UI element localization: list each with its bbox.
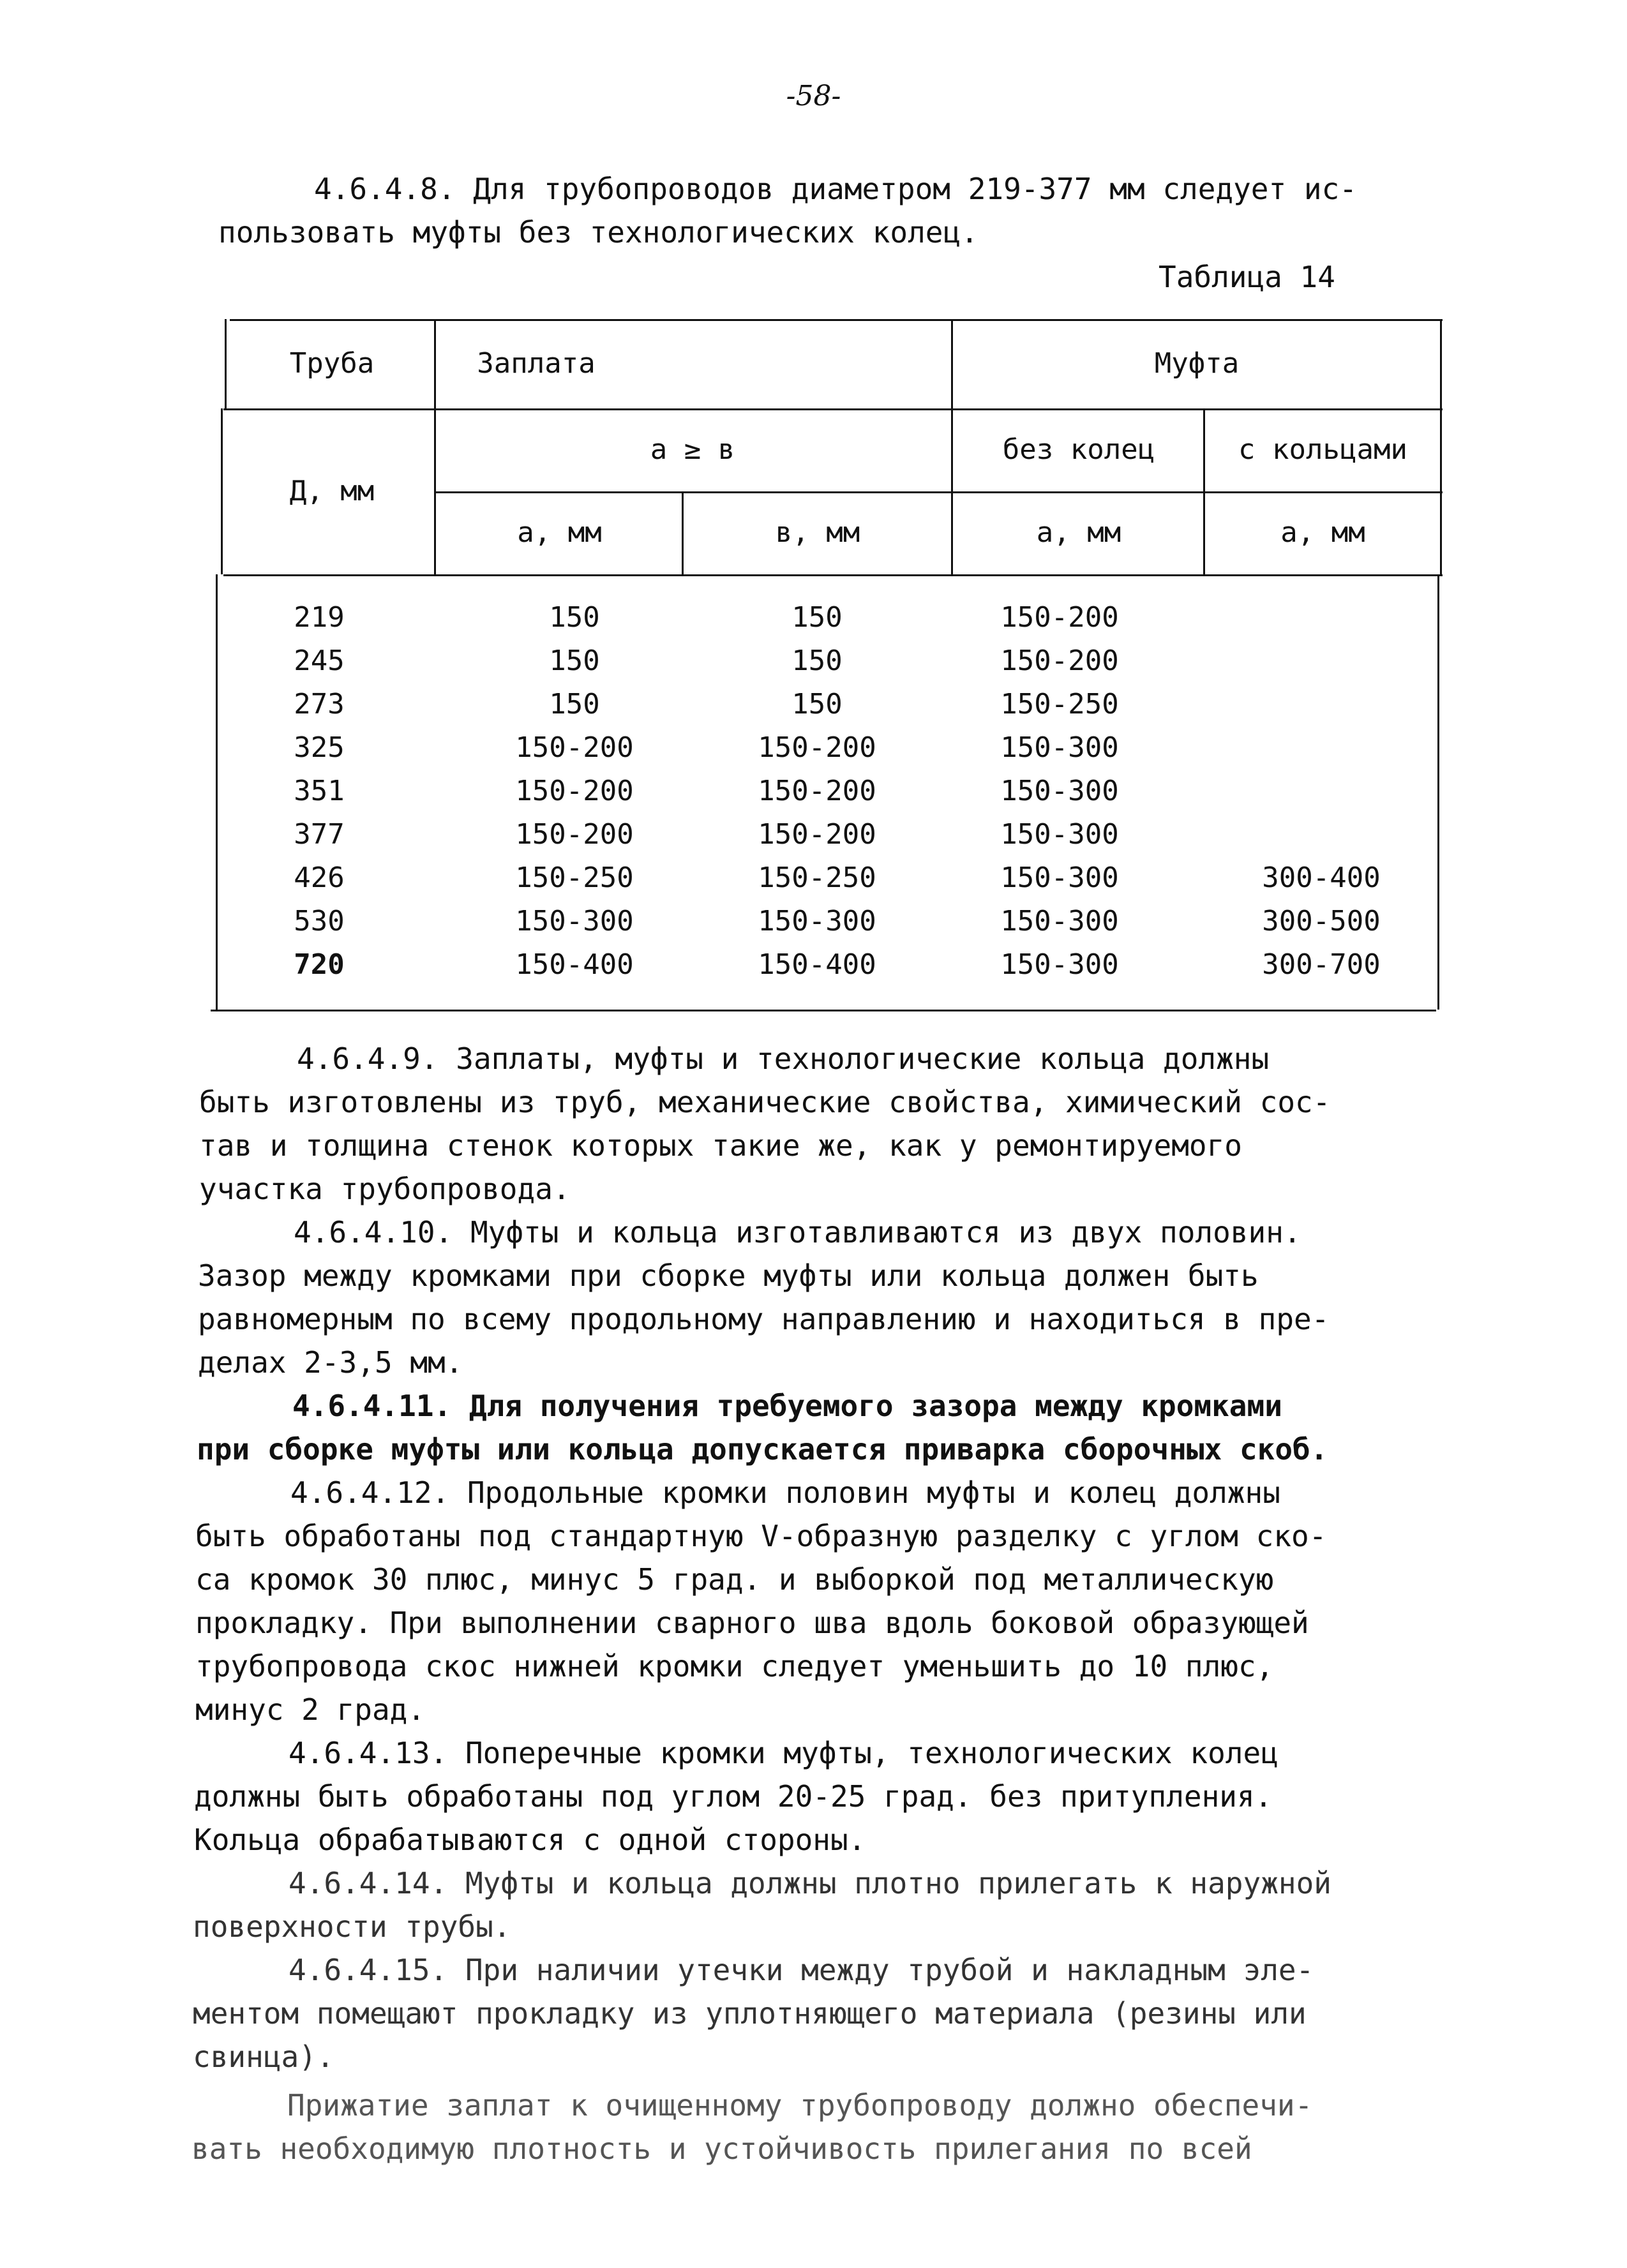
cell-d: 377 — [294, 818, 345, 851]
paragraph-line: минус 2 град. — [195, 1692, 426, 1727]
page-number: -58- — [786, 80, 841, 112]
cell-d: 273 — [294, 688, 345, 720]
header-a-ge-b: а ≥ в — [650, 433, 735, 466]
cell-with-rings: 300-400 — [1262, 862, 1381, 894]
paragraph-line: поверхности трубы. — [193, 1909, 511, 1944]
cell-d: 720 — [294, 948, 345, 981]
table-border-left — [221, 408, 223, 574]
cell-b: 150 — [791, 601, 843, 634]
cell-no-rings: 150-300 — [1000, 948, 1119, 981]
paragraph-line: 4.6.4.13. Поперечные кромки муфты, технологических колец — [289, 1736, 1278, 1770]
cell-no-rings: 150-300 — [1000, 862, 1119, 894]
header-a-mm-no-rings: а, мм — [1036, 516, 1121, 549]
header-a-mm-with-rings: а, мм — [1280, 516, 1365, 549]
paragraph-line: равномерным по всему продольному направлению и находиться в пре- — [198, 1302, 1330, 1336]
cell-a: 150-400 — [515, 948, 634, 981]
cell-a: 150 — [549, 645, 600, 677]
table-col-divider — [682, 491, 684, 574]
intro-line-1: 4.6.4.8. Для трубопроводов диаметром 219-377 мм следует ис- — [314, 172, 1357, 206]
paragraph-line: прокладку. При выполнении сварного шва вдоль боковой образующей — [195, 1606, 1309, 1640]
cell-d: 219 — [294, 601, 345, 634]
cell-b: 150-200 — [758, 775, 876, 807]
header-patch: Заплата — [477, 347, 596, 380]
header-with-rings: с кольцами — [1238, 433, 1407, 466]
paragraph-line: при сборке муфты или кольца допускается приварка сборочных скоб. — [197, 1432, 1328, 1466]
table-col-divider — [1203, 408, 1205, 574]
cell-b: 150-300 — [758, 905, 876, 937]
table-border-right — [1437, 574, 1439, 1010]
paragraph-line: Прижатие заплат к очищенному трубопроводу должно обеспечи- — [287, 2088, 1313, 2123]
cell-a: 150-300 — [515, 905, 634, 937]
cell-no-rings: 150-250 — [1000, 688, 1119, 720]
header-pipe: Труба — [289, 347, 375, 380]
paragraph-line: 4.6.4.11. Для получения требуемого зазора между кромками — [292, 1389, 1282, 1423]
paragraph-line: свинца). — [193, 2040, 334, 2074]
header-coupling: Муфта — [1154, 347, 1240, 380]
paragraph-line: делах 2-3,5 мм. — [198, 1345, 463, 1380]
cell-no-rings: 150-300 — [1000, 818, 1119, 851]
cell-b: 150-200 — [758, 731, 876, 764]
cell-no-rings: 150-300 — [1000, 905, 1119, 937]
cell-a: 150 — [549, 601, 600, 634]
paragraph-line: тав и толщина стенок которых такие же, как у ремонтируемого — [199, 1128, 1242, 1163]
cell-a: 150-200 — [515, 775, 634, 807]
cell-d: 245 — [294, 645, 345, 677]
table-border-left — [225, 319, 227, 408]
table-border-left — [216, 574, 218, 1010]
paragraph-line: 4.6.4.10. Муфты и кольца изготавливаются из двух половин. — [294, 1215, 1301, 1250]
cell-b: 150 — [791, 645, 843, 677]
table-rule — [434, 491, 1443, 493]
cell-no-rings: 150-200 — [1000, 645, 1119, 677]
paragraph-line: вать необходимую плотность и устойчивость прилегания по всей — [191, 2131, 1252, 2166]
paragraph-line: быть обработаны под стандартную V-образную разделку с углом ско- — [195, 1519, 1327, 1553]
header-a-mm: а, мм — [517, 516, 602, 549]
cell-b: 150 — [791, 688, 843, 720]
paragraph-line: участка трубопровода. — [199, 1172, 571, 1206]
header-diameter: Д, мм — [289, 475, 375, 507]
table-col-divider — [951, 319, 953, 574]
cell-d: 351 — [294, 775, 345, 807]
cell-a: 150-200 — [515, 731, 634, 764]
cell-no-rings: 150-200 — [1000, 601, 1119, 634]
paragraph-line: трубопровода скос нижней кромки следует уменьшить до 10 плюс, — [195, 1649, 1274, 1683]
cell-with-rings: 300-500 — [1262, 905, 1381, 937]
table-border-right — [1440, 319, 1442, 574]
cell-no-rings: 150-300 — [1000, 731, 1119, 764]
cell-b: 150-200 — [758, 818, 876, 851]
cell-a: 150-250 — [515, 862, 634, 894]
paragraph-line: ментом помещают прокладку из уплотняющего материала (резины или — [193, 1996, 1307, 2031]
paragraph-line: быть изготовлены из труб, механические свойства, химический сос- — [199, 1085, 1331, 1119]
paragraph-line: 4.6.4.14. Муфты и кольца должны плотно прилегать к наружной — [289, 1866, 1331, 1900]
table-rule — [223, 408, 1443, 410]
paragraph-line: са кромок 30 плюс, минус 5 град. и выборкой под металлическую — [195, 1562, 1274, 1597]
paragraph-line: Зазор между кромками при сборке муфты или кольца должен быть — [198, 1258, 1259, 1293]
cell-a: 150-200 — [515, 818, 634, 851]
cell-d: 426 — [294, 862, 345, 894]
paragraph-line: 4.6.4.15. При наличии утечки между трубой и накладным эле- — [289, 1953, 1314, 1987]
paragraph-line: Кольца обрабатываются с одной стороны. — [194, 1823, 866, 1857]
paragraph-line: 4.6.4.9. Заплаты, муфты и технологические кольца должны — [297, 1041, 1270, 1076]
table-rule — [211, 1010, 1436, 1011]
cell-a: 150 — [549, 688, 600, 720]
header-no-rings: без колец — [1002, 433, 1155, 466]
paragraph-line: должны быть обработаны под углом 20-25 град. без притупления. — [194, 1779, 1273, 1814]
table-caption: Таблица 14 — [1158, 260, 1335, 294]
cell-b: 150-400 — [758, 948, 876, 981]
cell-d: 530 — [294, 905, 345, 937]
table-rule — [230, 319, 1443, 321]
table-col-divider — [434, 319, 436, 574]
cell-d: 325 — [294, 731, 345, 764]
cell-no-rings: 150-300 — [1000, 775, 1119, 807]
cell-b: 150-250 — [758, 862, 876, 894]
table-rule — [223, 574, 1443, 576]
paragraph-line: 4.6.4.12. Продольные кромки половин муфты и колец должны — [290, 1475, 1280, 1510]
intro-line-2: пользовать муфты без технологических колец. — [218, 215, 978, 250]
table-14 — [211, 319, 1443, 1015]
header-b-mm: в, мм — [775, 516, 860, 549]
cell-with-rings: 300-700 — [1262, 948, 1381, 981]
